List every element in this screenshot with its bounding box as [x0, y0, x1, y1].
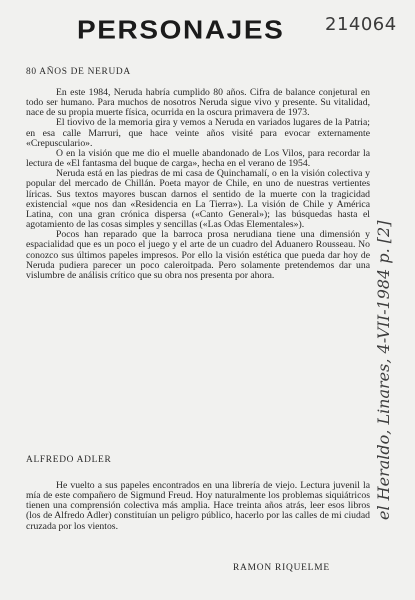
author-signature: RAMON RIQUELME: [233, 563, 330, 573]
paragraph: He vuelto a sus papeles encontrados en una librería de viejo. Lectura juvenil la mía de este compañero de Sigmund Freud. Hoy naturalmente los problemas siquiátricos tienen una comprensión colectiva más amplia. Hace treinta años atrás, leer esos libros (los de Alfredo Adler) constituían un peligro público, hacerlo por las calles de mi ciudad cruzada por los vientos.: [26, 480, 370, 532]
article-body-adler: [26, 481, 370, 532]
paragraph: Pocos han reparado que la barroca prosa nerudiana tiene una dimensión y espacialidad que es un poco el juego y el arte de un cuadro del Aduanero Rousseau. No conozco sus últimos papeles impresos. Por ello la visión estética que pueda dar hoy de Neruda pudiera parecer un poco caleroitpada. Pero solamente pretendemos dar una vislumbre de análisis crítico que su obra nos presenta por ahora.: [26, 229, 370, 281]
paragraph: En este 1984, Neruda habría cumplido 80 años. Cifra de balance conjetural en todo ser humano. Para muchos de nosotros Neruda sigue vivo y presente. Su vitalidad, nace de su propia muerte física, ocurrida en la oscura primavera de 1973.: [26, 87, 370, 119]
article-body-neruda: [26, 88, 370, 281]
handwritten-source-note: el Heraldo, Linares, 4-VII-1984 p. [2]: [374, 220, 393, 520]
article-title-neruda: 80 AÑOS DE NERUDA: [26, 67, 131, 77]
article-title-adler: ALFREDO ADLER: [26, 455, 112, 465]
paragraph: El tiovivo de la memoria gira y vemos a Neruda en variados lugares de la Patria; en esa calle Marruri, que hace veinte años visité para evocar externamente «Crepusculario».: [26, 117, 370, 149]
section-heading: PERSONAJES: [77, 15, 285, 44]
paragraph: Neruda está en las piedras de mi casa de Quinchamalí, o en la visión colectiva y popular del mercado de Chillán. Poeta mayor de Chile, en uno de nuestras vertientes líricas. Sus textos mayores buscan darnos el sentido de la muerte con la tragicidad existencial «que nos dan «Residencia en La Tierra»). La visión de Chile y América Latina, con una gran crónica dispersa («Canto General»); las búsquedas hasta el agotamiento de las cosas simples y sencillas («Las Odas Elementales»).: [26, 168, 370, 231]
paragraph: O en la visión que me dio el muelle abandonado de Los Vilos, para recordar la lectura de «El fantasma del buque de carga», hecha en el verano de 1954.: [26, 147, 370, 170]
archive-number: 214064: [325, 14, 397, 35]
